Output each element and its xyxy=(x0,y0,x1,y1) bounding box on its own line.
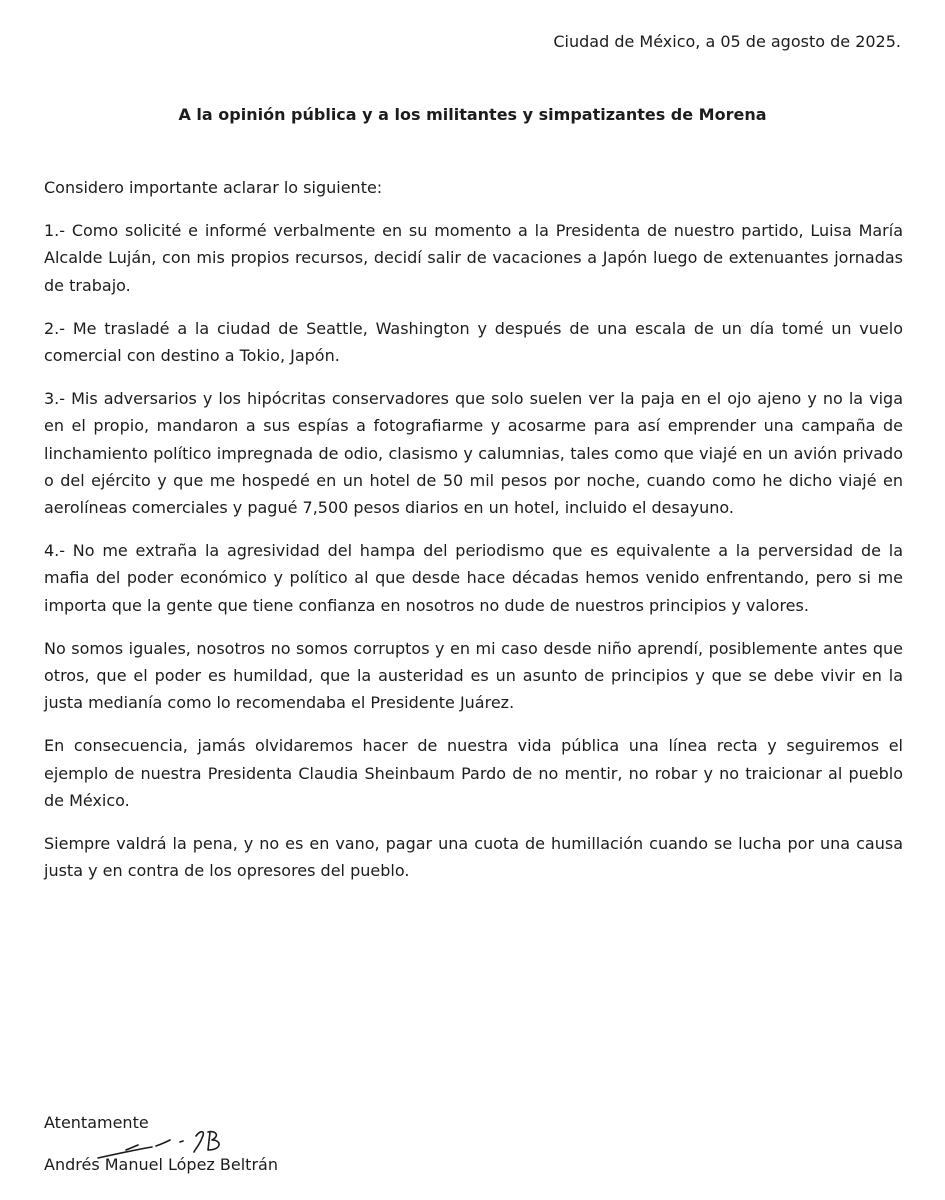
place-date: Ciudad de México, a 05 de agosto de 2025. xyxy=(553,32,901,51)
closing-text: Atentamente xyxy=(44,1113,149,1132)
paragraph-consecuencia: En consecuencia, jamás olvidaremos hacer de nuestra vida pública una línea recta y seguiremos el ejemplo de nuestra Presidenta Claudia Sheinbaum Pardo de no mentir, no robar y no traicionar al pueblo de México. xyxy=(44,736,903,810)
paragraph-point-3: 3.- Mis adversarios y los hipócritas conservadores que solo suelen ver la paja en el ojo ajeno y no la viga en el propio, mandaron a sus espías a fotografiarme y acosarme para así emprender una campaña de linchamiento político impregnada de odio, clasismo y calumnias, tales como que viajé en un avión privado o del ejército y que me hospedé en un hotel de 50 mil pesos por noche, cuando como he dicho viajé en aerolíneas comerciales y pagué 7,500 pesos diarios en un hotel, incluido el desayuno. xyxy=(44,389,903,518)
paragraph-intro: Considero importante aclarar lo siguiente: xyxy=(44,178,383,197)
paragraph-siempre: Siempre valdrá la pena, y no es en vano, pagar una cuota de humillación cuando se lucha por una causa justa y en contra de los opresores del pueblo. xyxy=(44,834,903,881)
letter-heading: A la opinión pública y a los militantes y simpatizantes de Morena xyxy=(178,105,767,124)
paragraph-point-1: 1.- Como solicité e informé verbalmente en su momento a la Presidenta de nuestro partido, Luisa María Alcalde Luján, con mis propios recursos, decidí salir de vacaciones a Japón luego de extenuantes jornadas de trabajo. xyxy=(44,221,903,295)
letter-body xyxy=(44,174,903,900)
paragraph-no-somos-iguales: No somos iguales, nosotros no somos corruptos y en mi caso desde niño aprendí, posiblemente antes que otros, que el poder es humildad, que la austeridad es un asunto de principios y que se debe vivir en la justa medianía como lo recomendaba el Presidente Juárez. xyxy=(44,638,903,713)
paragraph-point-4: 4.- No me extraña la agresividad del hampa del periodismo que es equivalente a la perversidad de la mafia del poder económico y político al que desde hace décadas hemos venido enfrentando, pero si me importa que la gente que tiene confianza en nosotros no dude de nuestros principios y valores. xyxy=(44,541,903,615)
signer-name: Andrés Manuel López Beltrán xyxy=(44,1155,278,1174)
paragraph-point-2: 2.- Me trasladé a la ciudad de Seattle, Washington y después de una escala de un día tomé un vuelo comercial con destino a Tokio, Japón. xyxy=(44,318,903,366)
